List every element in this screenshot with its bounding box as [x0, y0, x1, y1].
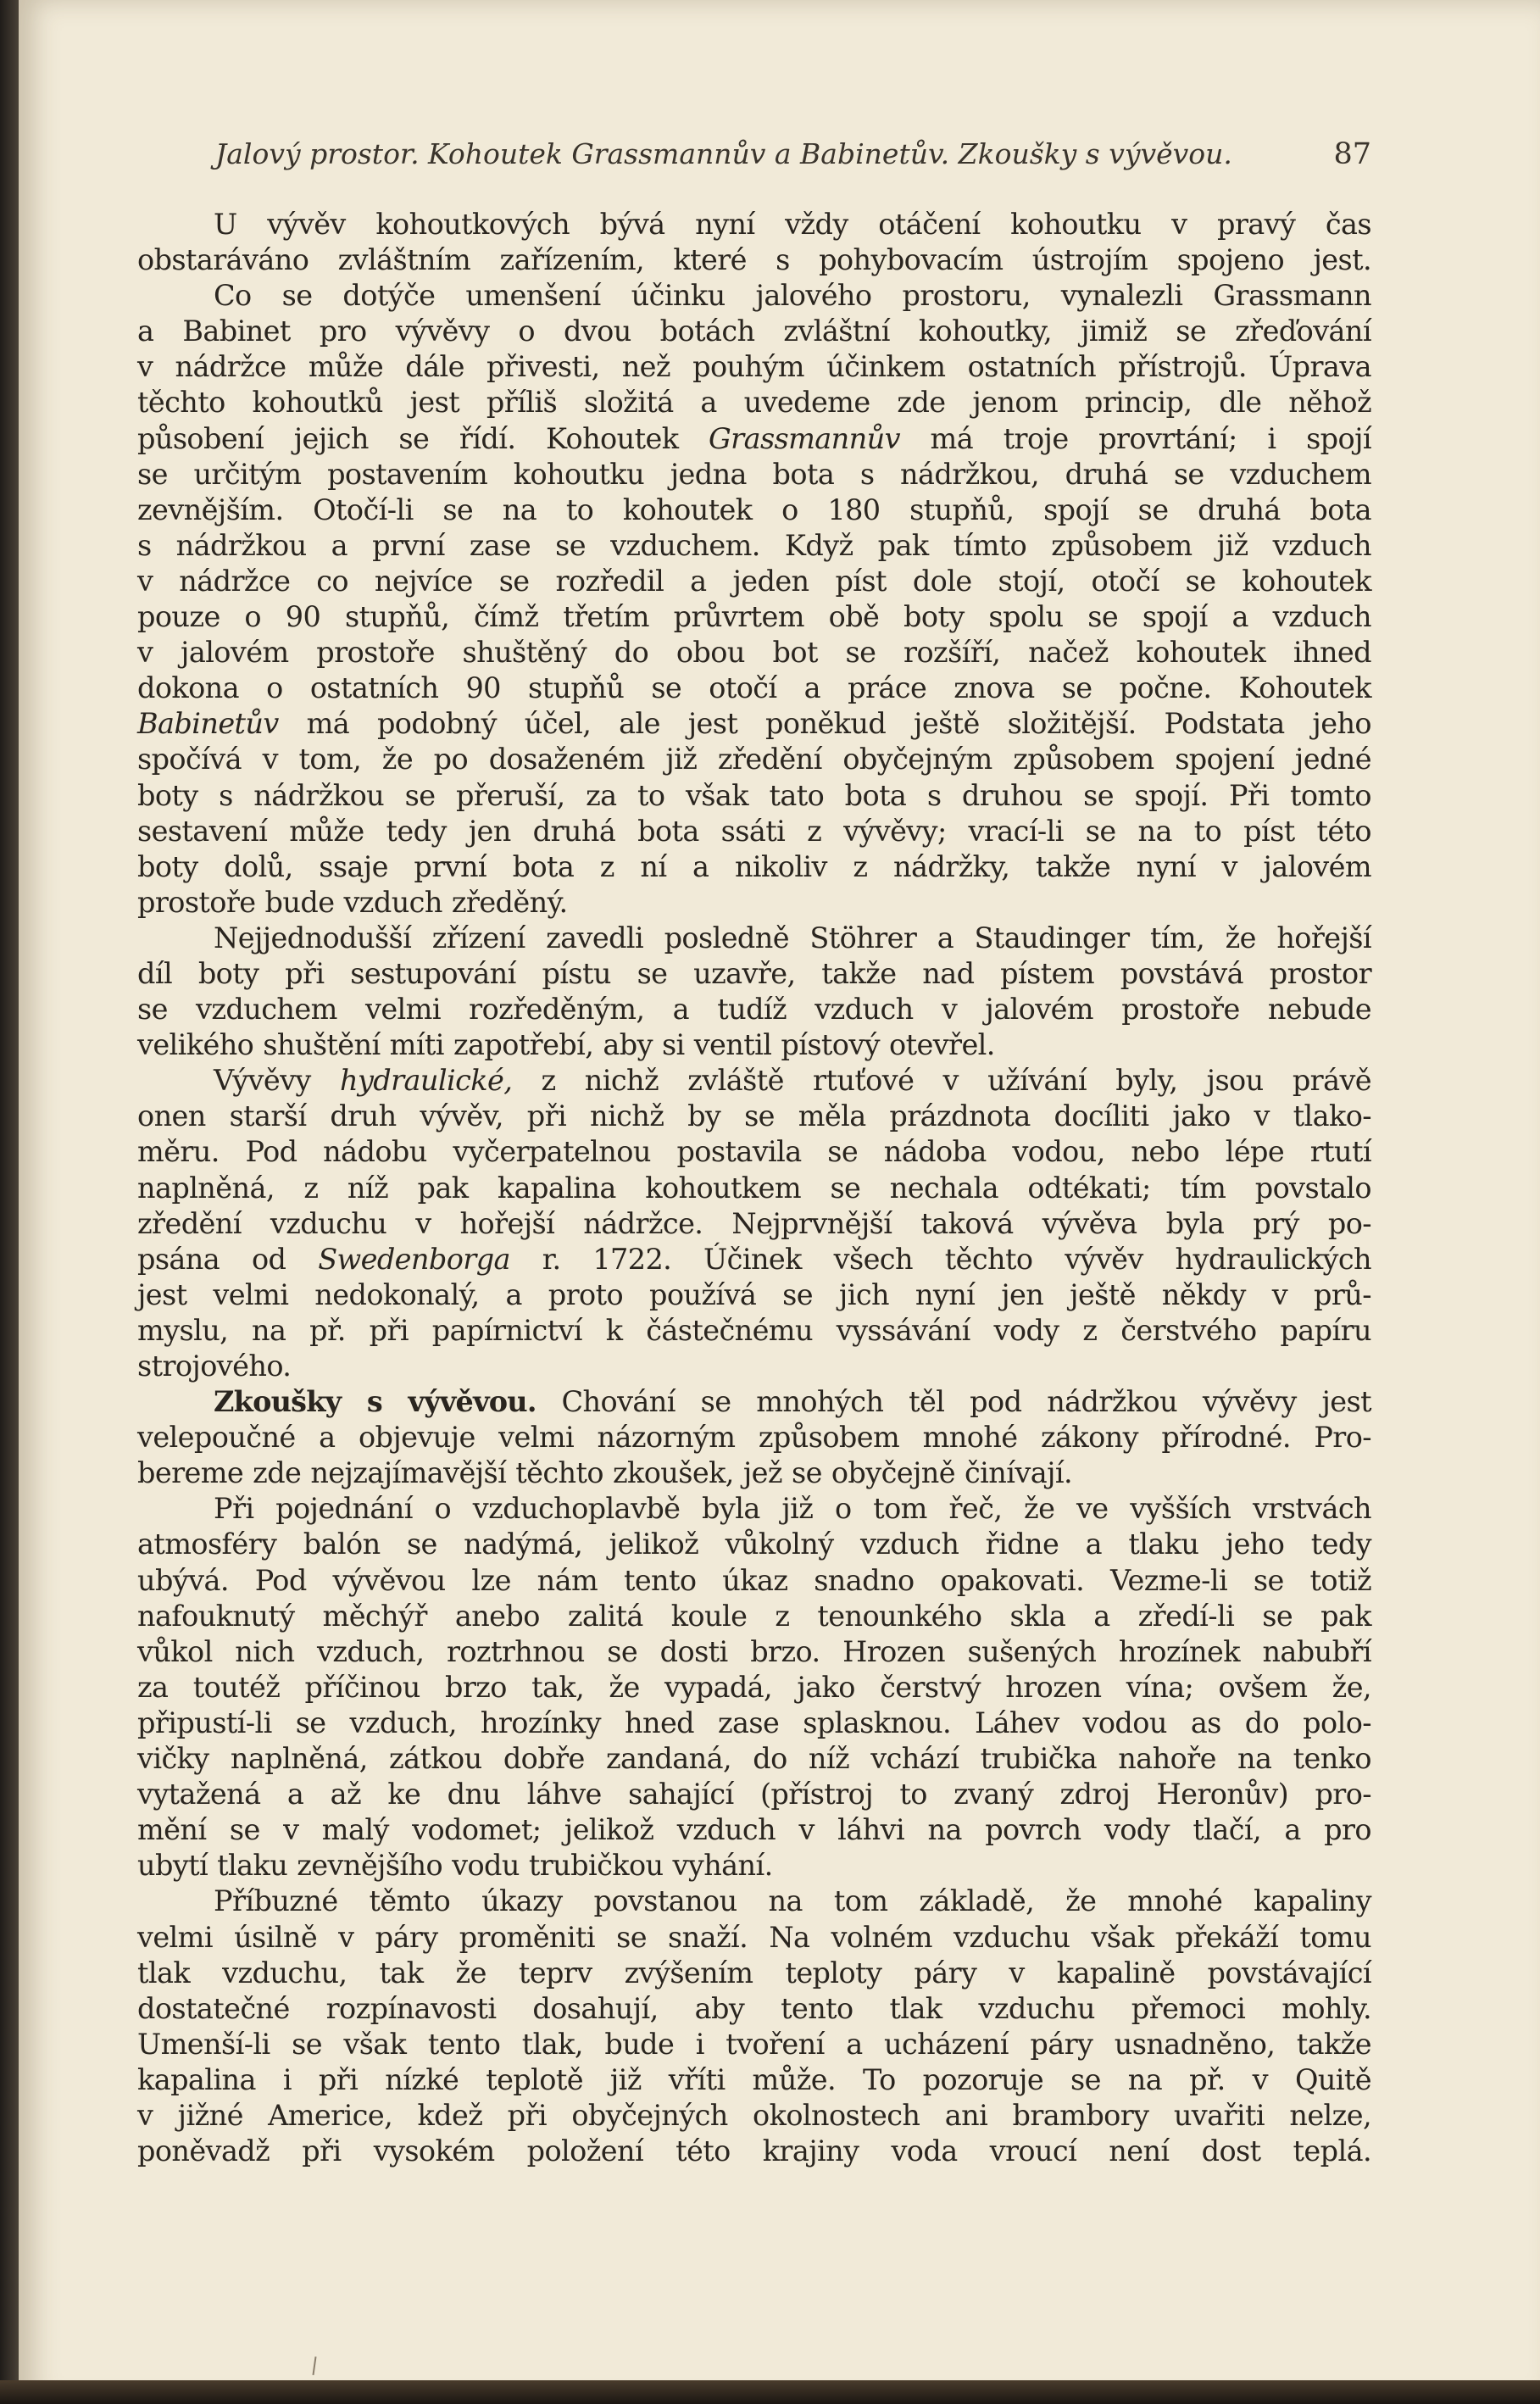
- italic-name: Grassmannův: [709, 421, 900, 455]
- book-page: [19, 0, 1540, 2404]
- text-line: velepoučné a objevuje velmi názorným způsobem mnohé zákony přírodné. Pro-: [137, 1421, 1371, 1455]
- text-line: se určitým postavením kohoutku jedna bota s nádržkou, druhá se vzduchem: [137, 457, 1371, 491]
- text-line: boty s nádržkou se přeruší, za to však tato bota s druhou se spojí. Při tomto: [137, 778, 1371, 812]
- text-line: Vývěvy hydraulické, z nichž zvláště rtuťové v užívání byly, jsou právě: [214, 1064, 1372, 1098]
- text-line: v nádržce může dále přivesti, než pouhým účinkem ostatních přístrojů. Úprava: [137, 350, 1371, 384]
- text-line: spočívá v tom, že po dosaženém již zředění obyčejným způsobem spojení jedné: [137, 743, 1371, 776]
- text-line: boty dolů, ssaje první bota z ní a nikoliv z nádržky, takže nyní v jalovém: [137, 849, 1371, 883]
- text-line: v jižné Americe, kdež při obyčejných okolnostech ani brambory uvařiti nelze,: [137, 2098, 1371, 2132]
- text-line: se vzduchem velmi rozředěným, a tudíž vzduch v jalovém prostoře nebude: [137, 993, 1371, 1027]
- page-bottom-edge: [0, 2380, 1540, 2404]
- text-line: díl boty při sestupování pístu se uzavře, takže nad pístem povstává prostor: [137, 956, 1371, 990]
- text-line: tlak vzduchu, tak že teprv zvýšením teploty páry v kapalině povstávající: [137, 1956, 1371, 1989]
- text-line: s nádržkou a první zase se vzduchem. Když pak tímto způsobem již vzduch: [137, 528, 1371, 562]
- text-line: Babinetův má podobný účel, ale jest poněkud ještě složitější. Podstata jeho: [137, 707, 1371, 741]
- text-line: vůkol nich vzduch, roztrhnou se dosti brzo. Hrozen sušených hrozínek nabubří: [137, 1634, 1371, 1668]
- text-line: prostoře bude vzduch zředěný.: [137, 885, 568, 919]
- text-line: velmi úsilně v páry proměniti se snaží. Na volném vzduchu však překáží tomu: [137, 1920, 1371, 1954]
- text-line: Co se dotýče umenšení účinku jalového prostoru, vynalezli Grassmann: [214, 279, 1371, 313]
- text-line: bereme zde nejzajímavější těchto zkoušek, jež se obyčejně činívají.: [137, 1456, 1073, 1490]
- text-line: v jalovém prostoře shuštěný do obou bot se rozšíří, načež kohoutek ihned: [137, 636, 1371, 670]
- text-line: těchto kohoutků jest příliš složitá a uvedeme zde jenom princip, dle něhož: [137, 386, 1371, 420]
- text-line: pouze o 90 stupňů, čímž třetím průvrtem obě boty spolu se spojí a vzduch: [137, 600, 1371, 634]
- text-line: myslu, na př. při papírnictví k částečnému vyssávání vody z čerstvého papíru: [137, 1313, 1371, 1347]
- text-line: za toutéž příčinou brzo tak, že vypadá, jako čerstvý hrozen vína; ovšem že,: [137, 1670, 1371, 1704]
- text-line: onen starší druh vývěv, při nichž by se měla prázdnota docíliti jako v tlako-: [137, 1099, 1371, 1133]
- text-line: Umenší-li se však tento tlak, bude i tvoření a ucházení páry usnadněno, takže: [137, 2027, 1371, 2061]
- running-header: [215, 137, 1371, 171]
- text-line: ubývá. Pod vývěvou lze nám tento úkaz snadno opakovati. Vezme-li se totiž: [137, 1563, 1371, 1597]
- text-line: obstaráváno zvláštním zařízením, které s pohybovacím ústrojím spojeno jest.: [137, 243, 1371, 277]
- italic-name: hydraulické,: [340, 1064, 513, 1098]
- book-gutter: [0, 0, 19, 2404]
- text-line: působení jejich se řídí. Kohoutek Grassmannův má troje provrtání; i spojí: [137, 421, 1371, 455]
- text-line: připustí-li se vzduch, hrozínky hned zase splasknou. Láhev vodou as do polo-: [137, 1706, 1371, 1739]
- text-line: nafouknutý měchýř anebo zalitá koule z tenounkého skla a zředí-li se pak: [137, 1599, 1371, 1633]
- italic-name: Babinetův: [137, 707, 279, 741]
- text-line: dokona o ostatních 90 stupňů se otočí a práce znova se počne. Kohoutek: [137, 671, 1371, 705]
- text-line: zevnějším. Otočí-li se na to kohoutek o 180 stupňů, spojí se druhá bota: [137, 492, 1371, 526]
- text-line: Příbuzné těmto úkazy povstanou na tom základě, že mnohé kapaliny: [214, 1884, 1371, 1918]
- text-line: a Babinet pro vývěvy o dvou botách zvláštní kohoutky, jimiž se zřeďování: [137, 314, 1371, 348]
- body-text: [137, 207, 1371, 2169]
- text-line: mění se v malý vodomet; jelikož vzduch v láhvi na povrch vody tlačí, a pro: [137, 1813, 1371, 1847]
- running-title: Jalový prostor. Kohoutek Grassmannův a Babinetův. Zkoušky s vývěvou.: [215, 137, 1232, 170]
- text-line: jest velmi nedokonalý, a proto používá se jich nyní jen ještě někdy v prů-: [137, 1277, 1371, 1311]
- page-number: 87: [1333, 137, 1371, 171]
- text-line: sestavení může tedy jen druhá bota ssáti z vývěvy; vrací-li se na to píst této: [137, 814, 1371, 848]
- text-line: atmosféry balón se nadýmá, jelikož vůkolný vzduch řidne a tlaku jeho tedy: [137, 1528, 1371, 1561]
- text-line: dostatečné rozpínavosti dosahují, aby tento tlak vzduchu přemoci mohly.: [137, 1991, 1371, 2025]
- text-line: poněvadž při vysokém položení této krajiny voda vroucí není dost teplá.: [137, 2134, 1371, 2168]
- text-line: ubytí tlaku zevnějšího vodu trubičkou vyhání.: [137, 1849, 773, 1883]
- text-line: Zkoušky s vývěvou. Chování se mnohých těl pod nádržkou vývěvy jest: [214, 1385, 1371, 1419]
- text-line: velikého shuštění míti zapotřebí, aby si ventil pístový otevřel.: [137, 1028, 995, 1062]
- italic-name: Swedenborga: [318, 1242, 510, 1276]
- text-line: Nejjednodušší zřízení zavedli posledně Stöhrer a Staudinger tím, že hořejší: [214, 921, 1371, 954]
- text-line: měru. Pod nádobu vyčerpatelnou postavila se nádoba vodou, nebo lépe rtutí: [137, 1135, 1371, 1169]
- text-line: zředění vzduchu v hořejší nádržce. Nejprvnější taková vývěva byla prý po-: [137, 1206, 1371, 1240]
- text-line: vičky naplněná, zátkou dobře zandaná, do níž vchází trubička nahoře na tenko: [137, 1742, 1371, 1776]
- text-line: kapalina i při nízké teplotě již vříti může. To pozoruje se na př. v Quitě: [137, 2062, 1371, 2096]
- text-line: v nádržce co nejvíce se rozředil a jeden píst dole stojí, otočí se kohoutek: [137, 564, 1371, 598]
- text-line: psána od Swedenborga r. 1722. Účinek všech těchto vývěv hydraulických: [137, 1242, 1371, 1276]
- text-line: naplněná, z níž pak kapalina kohoutkem se nechala odtékati; tím povstalo: [137, 1171, 1371, 1205]
- text-line: U vývěv kohoutkových bývá nyní vždy otáčení kohoutku v pravý čas: [214, 208, 1371, 241]
- text-line: Při pojednání o vzduchoplavbě byla již o tom řeč, že ve vyšších vrstvách: [214, 1492, 1371, 1526]
- section-heading: Zkoušky s vývěvou.: [214, 1385, 536, 1419]
- text-line: vytažená a až ke dnu láhve sahající (přístroj to zvaný zdroj Heronův) pro-: [137, 1778, 1371, 1811]
- text-line: strojového.: [137, 1349, 292, 1383]
